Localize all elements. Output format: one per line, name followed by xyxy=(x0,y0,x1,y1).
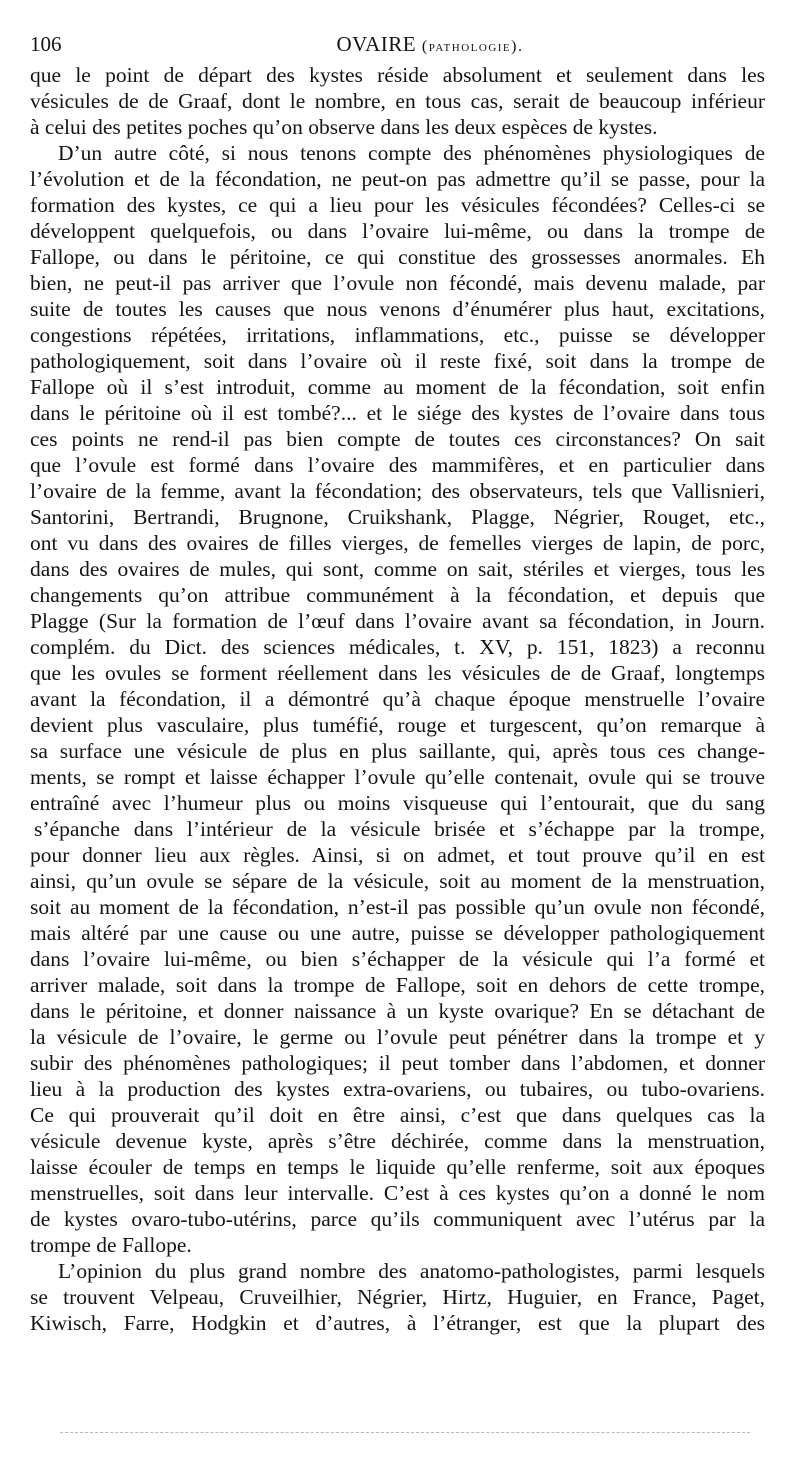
text-line: Plagge (Sur la formation de l’œuf dans l’ovaire avant sa fécondation, in Journ. xyxy=(30,609,765,633)
text-line: dans des ovaires de mules, qui sont, comme on sait, stériles et vierges, tous les xyxy=(30,557,765,581)
text-line: changements qu’on attribue communément à la fécondation, et depuis que xyxy=(30,583,765,607)
body-text xyxy=(30,62,765,1336)
text-line: dans le péritoine, et donner naissance à un kyste ovarique? En se détachant de xyxy=(30,999,765,1023)
text-line: devient plus vasculaire, plus tuméfié, rouge et turgescent, qu’on remarque à xyxy=(30,713,765,737)
text-line: mais altéré par une cause ou une autre, puisse se développer pathologiquement xyxy=(30,921,765,945)
text-line: ainsi, qu’un ovule se sépare de la vésicule, soit au moment de la menstruation, xyxy=(30,869,765,893)
text-line: soit au moment de la fécondation, n’est-il pas possible qu’un ovule non fécondé, xyxy=(30,895,765,919)
text-line: congestions répétées, irritations, inflammations, etc., puisse se développer xyxy=(30,323,765,347)
text-line: que les ovules se forment réellement dans les vésicules de de Graaf, longtemps xyxy=(30,661,765,685)
text-line: arriver malade, soit dans la trompe de Fallope, soit en dehors de cette trompe, xyxy=(30,973,765,997)
text-line: l’évolution et de la fécondation, ne peut-on pas admettre qu’il se passe, pour la xyxy=(30,167,765,191)
text-line: à celui des petites poches qu’on observe dans les deux espèces de kystes. xyxy=(30,115,658,139)
text-line: Fallope, ou dans le péritoine, ce qui constitue des grossesses anormales. Eh xyxy=(30,245,765,269)
text-line: que le point de départ des kystes réside absolument et seulement dans les xyxy=(30,63,765,87)
text-line: complém. du Dict. des sciences médicales, t. XV, p. 151, 1823) a reconnu xyxy=(30,635,765,659)
text-line: se trouvent Velpeau, Cruveilhier, Négrier, Hirtz, Huguier, en France, Paget, xyxy=(30,1285,765,1309)
running-head xyxy=(30,30,800,61)
text-line: sa surface une vésicule de plus en plus saillante, qui, après tous ces change- xyxy=(30,739,765,763)
text-line: suite de toutes les causes que nous venons d’énumérer plus haut, excitations, xyxy=(30,297,765,321)
text-line: trompe de Fallope. xyxy=(30,1233,192,1257)
text-line: ments, se rompt et laisse échapper l’ovule qu’elle contenait, ovule qui se trouve xyxy=(30,765,765,789)
text-line: l’ovaire de la femme, avant la fécondation; des observateurs, tels que Vallisnieri, xyxy=(30,479,765,503)
text-line: dans l’ovaire lui-même, ou bien s’échapper de la vésicule qui l’a formé et xyxy=(30,947,765,971)
page-bottom-rule xyxy=(60,1432,750,1433)
page-header xyxy=(30,30,765,58)
text-line: subir des phénomènes pathologiques; il peut tomber dans l’abdomen, et donner xyxy=(30,1051,765,1075)
text-line: avant la fécondation, il a démontré qu’à chaque époque menstruelle l’ovaire xyxy=(30,687,765,711)
text-line: de kystes ovaro-tubo-utérins, parce qu’ils communiquent avec l’utérus par la xyxy=(30,1207,765,1231)
text-line: L’opinion du plus grand nombre des anatomo-pathologistes, parmi lesquels xyxy=(58,1259,765,1283)
text-line: Fallope où il s’est introduit, comme au moment de la fécondation, soit enfin xyxy=(30,375,765,399)
text-line: s’épanche dans l’intérieur de la vésicule brisée et s’échappe par la trompe, xyxy=(34,817,765,841)
text-line: pour donner lieu aux règles. Ainsi, si on admet, et tout prouve qu’il en est xyxy=(30,843,765,867)
text-line: menstruelles, soit dans leur intervalle. C’est à ces kystes qu’on a donné le nom xyxy=(30,1181,765,1205)
page-number: 106 xyxy=(30,32,62,56)
text-line: lieu à la production des kystes extra-ovariens, ou tubaires, ou tubo-ovariens. xyxy=(30,1077,765,1101)
text-line: que l’ovule est formé dans l’ovaire des mammifères, et en particulier dans xyxy=(30,453,765,477)
text-line: ont vu dans des ovaires de filles vierges, de femelles vierges de lapin, de porc, xyxy=(30,531,765,555)
text-line: D’un autre côté, si nous tenons compte des phénomènes physiologiques de xyxy=(58,141,765,165)
text-line: Ce qui prouverait qu’il doit en être ainsi, c’est que dans quelques cas la xyxy=(30,1103,765,1127)
running-head-subtitle: (pathologie). xyxy=(421,38,524,55)
running-head-title: OVAIRE xyxy=(336,32,417,56)
text-line: ces points ne rend-il pas bien compte de toutes ces circonstances? On sait xyxy=(30,427,765,451)
text-line: formation des kystes, ce qui a lieu pour les vésicules fécondées? Celles-ci se xyxy=(30,193,765,217)
text-line: Kiwisch, Farre, Hodgkin et d’autres, à l’étranger, est que la plupart des xyxy=(30,1311,765,1335)
text-line: vésicule devenue kyste, après s’être déchirée, comme dans la menstruation, xyxy=(30,1129,765,1153)
text-line: pathologiquement, soit dans l’ovaire où il reste fixé, soit dans la trompe de xyxy=(30,349,765,373)
text-line: développent quelquefois, ou dans l’ovaire lui-même, ou dans la trompe de xyxy=(30,219,765,243)
text-line: entraîné avec l’humeur plus ou moins visqueuse qui l’entourait, que du sang xyxy=(30,791,765,815)
text-line: bien, ne peut-il pas arriver que l’ovule non fécondé, mais devenu malade, par xyxy=(30,271,765,295)
text-line: vésicules de de Graaf, dont le nombre, en tous cas, serait de beaucoup inférieur xyxy=(30,89,765,113)
text-line: la vésicule de l’ovaire, le germe ou l’ovule peut pénétrer dans la trompe et y xyxy=(30,1025,765,1049)
text-line: laisse écouler de temps en temps le liquide qu’elle renferme, soit aux époques xyxy=(30,1155,765,1179)
text-line: dans le péritoine où il est tombé?... et le siége des kystes de l’ovaire dans tous xyxy=(30,401,765,425)
text-line: Santorini, Bertrandi, Brugnone, Cruikshank, Plagge, Négrier, Rouget, etc., xyxy=(30,505,765,529)
